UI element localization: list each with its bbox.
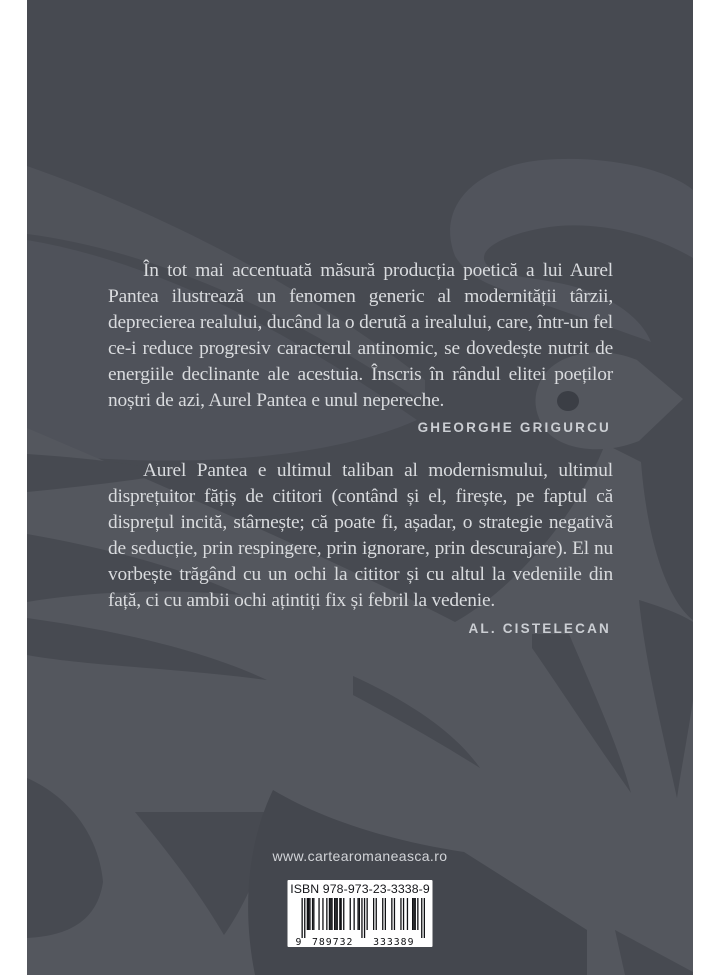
quote-attribution-1: GHEORGHE GRIGURCU bbox=[417, 420, 611, 436]
svg-text:9: 9 bbox=[295, 937, 302, 946]
website-url: www.cartearomaneasca.ro bbox=[272, 848, 448, 864]
book-back-cover bbox=[27, 0, 693, 975]
blurb-section bbox=[108, 258, 613, 637]
svg-text:789732: 789732 bbox=[311, 937, 353, 946]
isbn-barcode bbox=[288, 880, 433, 947]
ean13-barcode-icon bbox=[293, 898, 427, 946]
quote-attribution-2: AL. CISTELECAN bbox=[468, 620, 611, 636]
svg-text:333389: 333389 bbox=[372, 937, 414, 946]
quote-text-1: În tot mai accentuată măsură producția poetică a lui Aurel Pantea ilustrează un fenomen generic al modernității târzii, deprecierea realului, ducând la o derută a irealului, care, într-un fel ce-i reduce progresiv caracterul antinomic, se dovedește nutrit de energiile declinante ale acestuia. Înscris în rândul elitei poeților noștri de azi, Aurel Pantea e unul nepereche. bbox=[108, 260, 613, 411]
isbn-label: ISBN 978-973-23-3338-9 bbox=[290, 882, 430, 896]
quote-text-2: Aurel Pantea e ultimul taliban al modernismului, ultimul disprețuitor fățiș de cititori (contând și el, firește, pe faptul că disprețul incită, stârnește; că poate fi, așadar, o strategie negativă de seducție, prin respingere, prin ignorare, prin descurajare). El nu vorbește trăgând cu un ochi la cititor și cu altul la vedeniile din față, ci cu ambii ochi ațintiți fix și febril la vedenie. bbox=[108, 460, 613, 611]
